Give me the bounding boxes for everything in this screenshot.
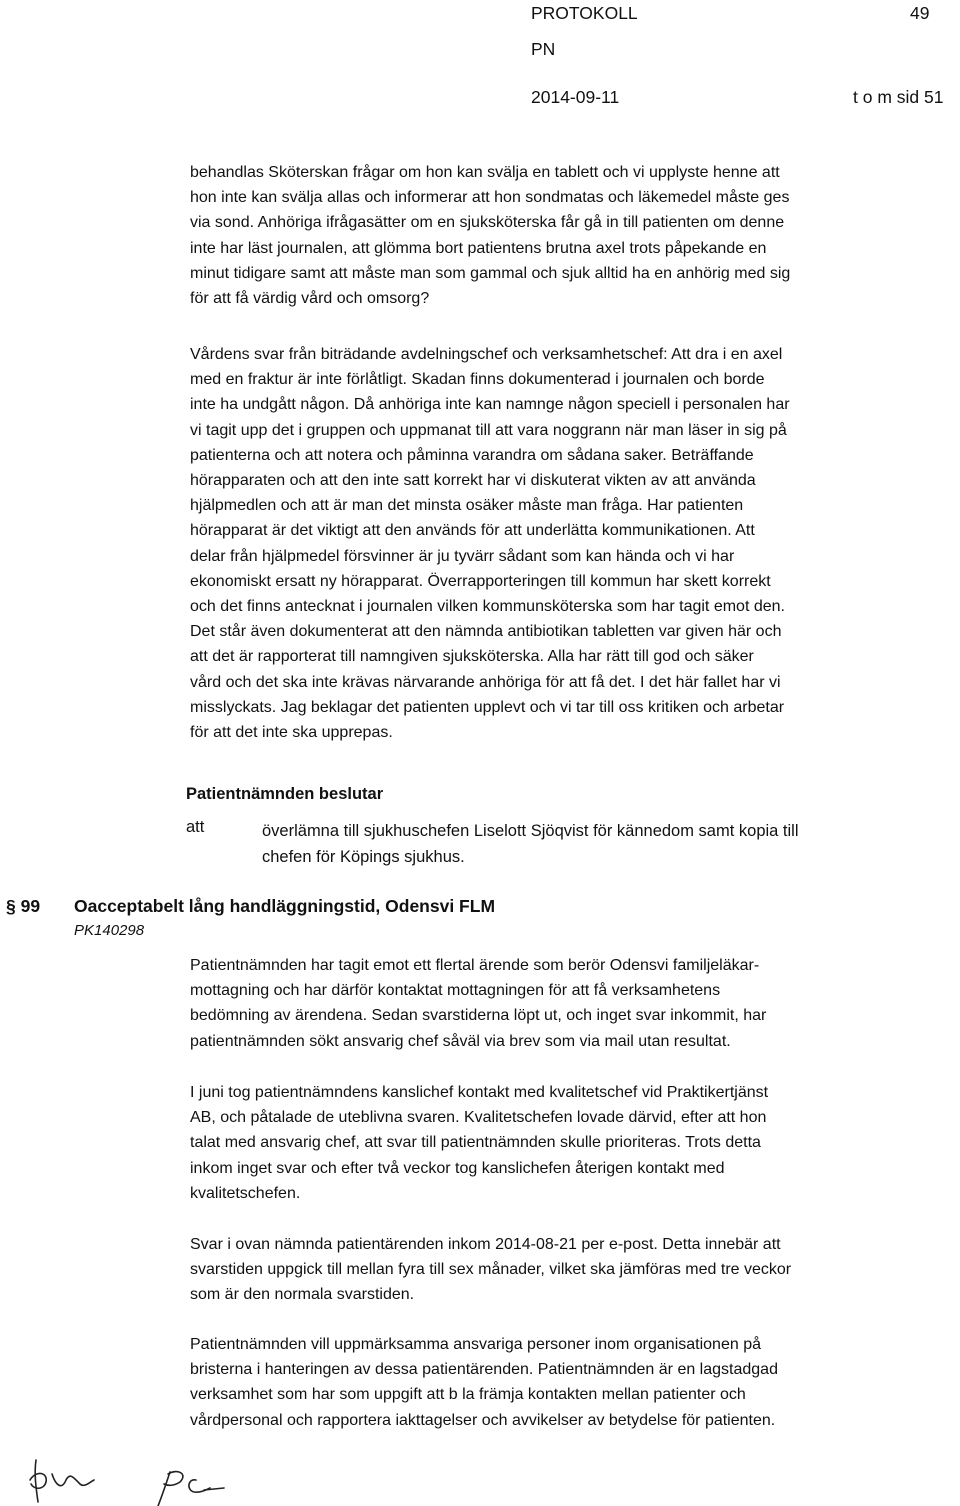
decision-heading: Patientnämnden beslutar (186, 785, 384, 803)
section-title: Oacceptabelt lång handläggningstid, Odensvi FLM (74, 896, 496, 916)
paragraph-section-99-3: Svar i ovan nämnda patientärenden inkom 2014-08-21 per e-post. Detta innebär att svarstiden uppgick till mellan fyra till sex månader, vilket ska jämföras med tre veckor som är den normala svarstiden. (190, 1236, 792, 1304)
decision-text: överlämna till sjukhuschefen Liselott Sjöqvist för kännedom samt kopia till chefen för Köpings sjukhus. (262, 822, 799, 866)
paragraph-care-response: Vårdens svar från biträdande avdelningschef och verksamhetschef: Att dra i en axel med en fraktur är inte förlåtligt. Skadan finns dokumenterad i journalen och borde inte ha undgått någon. Då anhöriga inte kan namnge någon speciell i personalen har vi tagit upp det i gruppen och uppmanat till att vara noggrann när man läser in sig på patienterna och att notera och påminna varandra om sådana saker. Beträffande hörapparaten och att den inte satt korrekt har vi diskuterat vikten av att använda hjälpmedlen och att är man det minsta osäker måste man fråga. Har patienten hörapparat är det viktigt att den används för att underlätta kommunikationen. Att delar från hjälpmedel försvinner är ju tyvärr sådant som kan hända och vi har ekonomiskt ersatt ny hörapparat. Överrapporteringen till kommun har skett korrekt och det finns antecknat i journalen vilken kommunsköterska som har tagit emot den. Det står även dokumenterat att den nämnda antibiotikan tabletten var given här och att det är rapporterat till namngiven sjuksköterska. Alla har rätt till god och säker vård och det ska inte krävas närvarande anhöriga för att få det. I det här fallet har vi misslyckats. Jag beklagar det patienten upplevt och vi tar till oss kritiken och arbetar för att det inte ska upprepas. (190, 346, 790, 742)
handwritten-initials (28, 1450, 248, 1506)
meeting-date: 2014-09-11 (531, 87, 620, 107)
paragraph-section-99-1: Patientnämnden har tagit emot ett flertal ärende som berör Odensvi familjeläkar- mottagning och har därför kontaktat mottagningen för att få verksamhetens bedömning av ärendena. Sedan svarstiderna löpt ut, och inget svar inkommit, har patientnämnden sökt ansvarig chef såväl via brev som via mail utan resultat. (190, 957, 767, 1050)
page-range: t o m sid 51 (853, 87, 944, 107)
document-type: PROTOKOLL (531, 3, 638, 23)
paragraph-section-99-4: Patientnämnden vill uppmärksamma ansvariga personer inom organisationen på bristerna i hanteringen av dessa patientärenden. Patientnämnden är en lagstadgad verksamhet som har som uppgift att b la främja kontakten mellan patienter och vårdpersonal och rapportera iakttagelser och avvikelser av betydelse för patienten. (190, 1336, 778, 1429)
page-number: 49 (910, 3, 930, 23)
section-number: § 99 (6, 896, 41, 916)
case-id: PK140298 (74, 922, 145, 939)
unit-code: PN (531, 39, 556, 59)
paragraph-section-99-2: I juni tog patientnämndens kanslichef kontakt med kvalitetschef vid Praktikertjänst AB, och påtalade de uteblivna svaren. Kvalitetschefen lovade därvid, efter att hon talat med ansvarig chef, att svar till patientnämnden skulle prioriteras. Trots detta inkom inget svar och efter två veckor tog kanslichefen återigen kontakt med kvalitetschefen. (190, 1084, 769, 1202)
decision-att-label: att (186, 818, 205, 836)
paragraph-complaint: behandlas Sköterskan frågar om hon kan svälja en tablett och vi upplyste henne att hon inte kan svälja allas och informerar att hon sondmatas och läkemedel måste ges via sond. Anhöriga ifrågasätter om en sjuksköterska får gå in till patienten om denne inte har läst journalen, att glömma bort patientens brutna axel trots påpekande en minut tidigare samt att måste man som gammal och sjuk alltid ha en anhörig med sig för att få värdig vård och omsorg? (190, 164, 791, 308)
